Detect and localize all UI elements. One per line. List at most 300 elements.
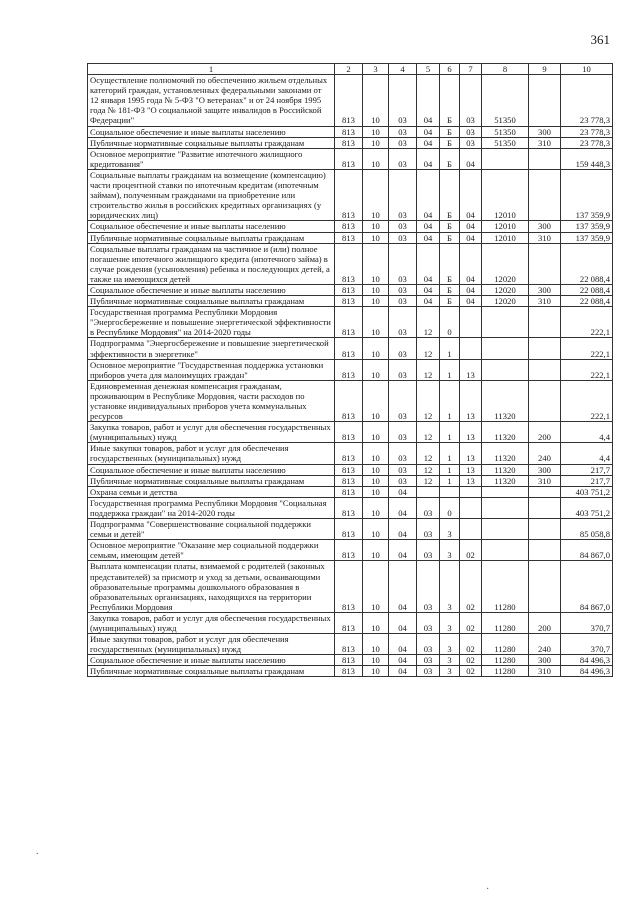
code-expense-type-cell bbox=[529, 540, 561, 561]
code-section-cell: 10 bbox=[363, 126, 389, 137]
code-subprogram-cell: 3 bbox=[440, 540, 460, 561]
code-program-cell: 03 bbox=[417, 666, 440, 677]
item-name-cell: Иные закупки товаров, работ и услуг для обеспечения государственных (муниципальных) нужд bbox=[88, 634, 335, 655]
table-row bbox=[88, 307, 613, 338]
amount-cell: 23 778,3 bbox=[561, 75, 613, 126]
code-program-cell: 12 bbox=[417, 464, 440, 475]
item-name-cell: Публичные нормативные социальные выплаты гражданам bbox=[88, 232, 335, 243]
code-event-cell bbox=[460, 519, 482, 540]
code-event-cell: 04 bbox=[460, 169, 482, 220]
code-direction-cell: 12020 bbox=[482, 296, 529, 307]
item-name-cell: Публичные нормативные социальные выплаты гражданам bbox=[88, 296, 335, 307]
code-direction-cell bbox=[482, 519, 529, 540]
table-row bbox=[88, 443, 613, 464]
code-subprogram-cell bbox=[440, 486, 460, 497]
amount-cell: 22 088,4 bbox=[561, 284, 613, 295]
code-direction-cell: 11320 bbox=[482, 464, 529, 475]
code-subprogram-cell: 0 bbox=[440, 307, 460, 338]
table-row bbox=[88, 519, 613, 540]
code-ministry-cell: 813 bbox=[335, 75, 363, 126]
code-event-cell bbox=[460, 307, 482, 338]
item-name-cell: Основное мероприятие "Оказание мер социальной поддержки семьям, имеющим детей" bbox=[88, 540, 335, 561]
table-row bbox=[88, 464, 613, 475]
code-direction-cell: 11320 bbox=[482, 475, 529, 486]
code-subsection-cell: 04 bbox=[389, 634, 417, 655]
code-subsection-cell: 03 bbox=[389, 443, 417, 464]
code-direction-cell: 11280 bbox=[482, 561, 529, 612]
item-name-cell: Социальные выплаты гражданам на возмещение (компенсацию) части процентной ставки по ипотечным кредитам (ипотечным займам), полученным гражданами на приобретение или строительство жилья в российских кредитных организациях (у юридических лиц) bbox=[88, 169, 335, 220]
item-name-cell: Подпрограмма "Энергосбережение и повышение энергетической эффективности в энергетике" bbox=[88, 338, 335, 359]
code-program-cell: 12 bbox=[417, 443, 440, 464]
code-section-cell: 10 bbox=[363, 75, 389, 126]
code-section-cell: 10 bbox=[363, 497, 389, 518]
code-program-cell: 04 bbox=[417, 169, 440, 220]
code-subprogram-cell: 1 bbox=[440, 338, 460, 359]
scan-dot: · bbox=[486, 884, 490, 895]
code-program-cell: 03 bbox=[417, 655, 440, 666]
amount-cell: 370,7 bbox=[561, 634, 613, 655]
code-event-cell: 02 bbox=[460, 612, 482, 633]
code-event-cell bbox=[460, 338, 482, 359]
code-ministry-cell: 813 bbox=[335, 540, 363, 561]
column-header-7: 7 bbox=[460, 64, 482, 75]
amount-cell: 84 867,0 bbox=[561, 540, 613, 561]
code-expense-type-cell: 300 bbox=[529, 221, 561, 232]
table-row bbox=[88, 666, 613, 677]
code-expense-type-cell: 310 bbox=[529, 232, 561, 243]
amount-cell: 159 448,3 bbox=[561, 148, 613, 169]
code-subsection-cell: 04 bbox=[389, 561, 417, 612]
code-ministry-cell: 813 bbox=[335, 486, 363, 497]
code-subprogram-cell: Б bbox=[440, 296, 460, 307]
table-row bbox=[88, 540, 613, 561]
amount-cell: 23 778,3 bbox=[561, 126, 613, 137]
code-subsection-cell: 03 bbox=[389, 148, 417, 169]
code-subsection-cell: 03 bbox=[389, 75, 417, 126]
amount-cell: 4,4 bbox=[561, 422, 613, 443]
code-program-cell: 12 bbox=[417, 380, 440, 421]
code-subprogram-cell: 3 bbox=[440, 612, 460, 633]
code-expense-type-cell: 240 bbox=[529, 634, 561, 655]
code-direction-cell bbox=[482, 338, 529, 359]
code-ministry-cell: 813 bbox=[335, 284, 363, 295]
code-program-cell: 04 bbox=[417, 137, 440, 148]
code-direction-cell bbox=[482, 540, 529, 561]
code-subprogram-cell: 1 bbox=[440, 475, 460, 486]
code-event-cell: 03 bbox=[460, 137, 482, 148]
code-subprogram-cell: Б bbox=[440, 169, 460, 220]
code-subsection-cell: 03 bbox=[389, 464, 417, 475]
code-section-cell: 10 bbox=[363, 634, 389, 655]
amount-cell: 22 088,4 bbox=[561, 296, 613, 307]
code-subprogram-cell: 1 bbox=[440, 464, 460, 475]
item-name-cell: Государственная программа Республики Мордовия "Энергосбережение и повышение энергетической эффективности в Республике Мордовия" на 2014-2020 годы bbox=[88, 307, 335, 338]
code-subprogram-cell: 3 bbox=[440, 519, 460, 540]
code-direction-cell bbox=[482, 148, 529, 169]
code-ministry-cell: 813 bbox=[335, 443, 363, 464]
code-subprogram-cell: 1 bbox=[440, 443, 460, 464]
code-ministry-cell: 813 bbox=[335, 422, 363, 443]
code-direction-cell: 11320 bbox=[482, 380, 529, 421]
amount-cell: 84 496,3 bbox=[561, 655, 613, 666]
code-subprogram-cell: Б bbox=[440, 221, 460, 232]
code-event-cell: 02 bbox=[460, 540, 482, 561]
code-direction-cell: 51350 bbox=[482, 126, 529, 137]
code-ministry-cell: 813 bbox=[335, 359, 363, 380]
code-expense-type-cell: 200 bbox=[529, 612, 561, 633]
code-subsection-cell: 03 bbox=[389, 243, 417, 284]
item-name-cell: Закупка товаров, работ и услуг для обеспечения государственных (муниципальных) нужд bbox=[88, 422, 335, 443]
code-program-cell: 12 bbox=[417, 338, 440, 359]
table-row bbox=[88, 359, 613, 380]
column-header-1: 1 bbox=[88, 64, 335, 75]
code-direction-cell: 12010 bbox=[482, 169, 529, 220]
code-section-cell: 10 bbox=[363, 148, 389, 169]
amount-cell: 222,1 bbox=[561, 307, 613, 338]
code-subprogram-cell: 1 bbox=[440, 422, 460, 443]
code-event-cell: 04 bbox=[460, 221, 482, 232]
table-row bbox=[88, 75, 613, 126]
code-ministry-cell: 813 bbox=[335, 634, 363, 655]
code-direction-cell: 11320 bbox=[482, 422, 529, 443]
item-name-cell: Закупка товаров, работ и услуг для обеспечения государственных (муниципальных) нужд bbox=[88, 612, 335, 633]
code-subsection-cell: 04 bbox=[389, 612, 417, 633]
amount-cell: 22 088,4 bbox=[561, 243, 613, 284]
amount-cell: 217,7 bbox=[561, 475, 613, 486]
code-subprogram-cell: Б bbox=[440, 148, 460, 169]
code-direction-cell: 12010 bbox=[482, 221, 529, 232]
table-row bbox=[88, 232, 613, 243]
item-name-cell: Основное мероприятие "Развитие ипотечного жилищного кредитования" bbox=[88, 148, 335, 169]
code-section-cell: 10 bbox=[363, 284, 389, 295]
code-direction-cell: 12020 bbox=[482, 243, 529, 284]
code-event-cell: 13 bbox=[460, 422, 482, 443]
amount-cell: 403 751,2 bbox=[561, 486, 613, 497]
code-program-cell bbox=[417, 486, 440, 497]
table-row bbox=[88, 243, 613, 284]
code-subsection-cell: 03 bbox=[389, 137, 417, 148]
table-row bbox=[88, 497, 613, 518]
code-event-cell: 13 bbox=[460, 359, 482, 380]
code-event-cell: 03 bbox=[460, 126, 482, 137]
code-ministry-cell: 813 bbox=[335, 338, 363, 359]
code-direction-cell: 11280 bbox=[482, 612, 529, 633]
amount-cell: 217,7 bbox=[561, 464, 613, 475]
item-name-cell: Иные закупки товаров, работ и услуг для обеспечения государственных (муниципальных) нужд bbox=[88, 443, 335, 464]
code-subprogram-cell: Б bbox=[440, 126, 460, 137]
code-direction-cell: 12010 bbox=[482, 232, 529, 243]
code-program-cell: 04 bbox=[417, 148, 440, 169]
code-ministry-cell: 813 bbox=[335, 666, 363, 677]
code-program-cell: 04 bbox=[417, 296, 440, 307]
code-section-cell: 10 bbox=[363, 137, 389, 148]
code-expense-type-cell bbox=[529, 380, 561, 421]
code-ministry-cell: 813 bbox=[335, 475, 363, 486]
code-expense-type-cell bbox=[529, 497, 561, 518]
item-name-cell: Охрана семьи и детства bbox=[88, 486, 335, 497]
code-event-cell: 04 bbox=[460, 243, 482, 284]
code-section-cell: 10 bbox=[363, 519, 389, 540]
table-row bbox=[88, 561, 613, 612]
code-direction-cell bbox=[482, 307, 529, 338]
code-event-cell: 04 bbox=[460, 284, 482, 295]
budget-table bbox=[87, 63, 613, 677]
code-expense-type-cell bbox=[529, 359, 561, 380]
code-subsection-cell: 03 bbox=[389, 380, 417, 421]
table-row bbox=[88, 137, 613, 148]
code-subsection-cell: 03 bbox=[389, 359, 417, 380]
code-program-cell: 03 bbox=[417, 561, 440, 612]
amount-cell: 222,1 bbox=[561, 380, 613, 421]
code-section-cell: 10 bbox=[363, 561, 389, 612]
code-section-cell: 10 bbox=[363, 443, 389, 464]
code-expense-type-cell bbox=[529, 148, 561, 169]
amount-cell: 4,4 bbox=[561, 443, 613, 464]
code-ministry-cell: 813 bbox=[335, 497, 363, 518]
table-row bbox=[88, 284, 613, 295]
amount-cell: 85 058,8 bbox=[561, 519, 613, 540]
code-subsection-cell: 04 bbox=[389, 497, 417, 518]
code-subprogram-cell: Б bbox=[440, 232, 460, 243]
code-ministry-cell: 813 bbox=[335, 464, 363, 475]
item-name-cell: Публичные нормативные социальные выплаты гражданам bbox=[88, 475, 335, 486]
table-row bbox=[88, 634, 613, 655]
item-name-cell: Социальное обеспечение и иные выплаты населению bbox=[88, 126, 335, 137]
code-section-cell: 10 bbox=[363, 359, 389, 380]
item-name-cell: Публичные нормативные социальные выплаты гражданам bbox=[88, 666, 335, 677]
code-direction-cell: 11280 bbox=[482, 655, 529, 666]
code-section-cell: 10 bbox=[363, 486, 389, 497]
code-subprogram-cell: 0 bbox=[440, 497, 460, 518]
amount-cell: 403 751,2 bbox=[561, 497, 613, 518]
code-expense-type-cell bbox=[529, 307, 561, 338]
code-subsection-cell: 03 bbox=[389, 221, 417, 232]
code-program-cell: 04 bbox=[417, 243, 440, 284]
code-ministry-cell: 813 bbox=[335, 296, 363, 307]
code-subsection-cell: 04 bbox=[389, 540, 417, 561]
amount-cell: 370,7 bbox=[561, 612, 613, 633]
code-section-cell: 10 bbox=[363, 540, 389, 561]
code-event-cell: 13 bbox=[460, 443, 482, 464]
code-event-cell: 13 bbox=[460, 464, 482, 475]
code-expense-type-cell: 300 bbox=[529, 284, 561, 295]
code-event-cell: 02 bbox=[460, 666, 482, 677]
code-event-cell bbox=[460, 497, 482, 518]
code-subprogram-cell: Б bbox=[440, 137, 460, 148]
table-row bbox=[88, 169, 613, 220]
column-header-4: 4 bbox=[389, 64, 417, 75]
code-direction-cell: 11280 bbox=[482, 666, 529, 677]
code-ministry-cell: 813 bbox=[335, 655, 363, 666]
code-section-cell: 10 bbox=[363, 666, 389, 677]
code-subsection-cell: 03 bbox=[389, 307, 417, 338]
item-name-cell: Социальное обеспечение и иные выплаты населению bbox=[88, 464, 335, 475]
code-program-cell: 12 bbox=[417, 475, 440, 486]
code-program-cell: 03 bbox=[417, 634, 440, 655]
amount-cell: 137 359,9 bbox=[561, 169, 613, 220]
table-row bbox=[88, 148, 613, 169]
code-expense-type-cell: 300 bbox=[529, 655, 561, 666]
code-expense-type-cell bbox=[529, 519, 561, 540]
code-section-cell: 10 bbox=[363, 221, 389, 232]
code-event-cell: 04 bbox=[460, 296, 482, 307]
code-ministry-cell: 813 bbox=[335, 169, 363, 220]
code-direction-cell: 11320 bbox=[482, 443, 529, 464]
code-direction-cell: 11280 bbox=[482, 634, 529, 655]
code-ministry-cell: 813 bbox=[335, 243, 363, 284]
code-program-cell: 04 bbox=[417, 284, 440, 295]
code-program-cell: 12 bbox=[417, 307, 440, 338]
amount-cell: 137 359,9 bbox=[561, 221, 613, 232]
code-subsection-cell: 04 bbox=[389, 486, 417, 497]
code-direction-cell bbox=[482, 497, 529, 518]
amount-cell: 222,1 bbox=[561, 359, 613, 380]
item-name-cell: Единовременная денежная компенсация гражданам, проживающим в Республике Мордовия, части расходов по установке индивидуальных приборов учета коммунальных ресурсов bbox=[88, 380, 335, 421]
code-program-cell: 04 bbox=[417, 75, 440, 126]
code-subprogram-cell: 3 bbox=[440, 666, 460, 677]
amount-cell: 23 778,3 bbox=[561, 137, 613, 148]
table-row bbox=[88, 422, 613, 443]
amount-cell: 137 359,9 bbox=[561, 232, 613, 243]
code-subsection-cell: 04 bbox=[389, 519, 417, 540]
code-subsection-cell: 03 bbox=[389, 169, 417, 220]
code-subprogram-cell: 3 bbox=[440, 561, 460, 612]
table-row bbox=[88, 475, 613, 486]
table-row bbox=[88, 338, 613, 359]
code-program-cell: 04 bbox=[417, 126, 440, 137]
table-row bbox=[88, 221, 613, 232]
code-expense-type-cell bbox=[529, 338, 561, 359]
table-row bbox=[88, 486, 613, 497]
code-expense-type-cell: 300 bbox=[529, 126, 561, 137]
code-ministry-cell: 813 bbox=[335, 126, 363, 137]
item-name-cell: Выплата компенсации платы, взимаемой с родителей (законных представителей) за присмотр и уход за детьми, осваивающими образовательные программы дошкольного образования в образовательных организациях, находящихся на территории Республики Мордовия bbox=[88, 561, 335, 612]
column-header-8: 8 bbox=[482, 64, 529, 75]
table-row bbox=[88, 612, 613, 633]
amount-cell: 84 867,0 bbox=[561, 561, 613, 612]
column-header-3: 3 bbox=[363, 64, 389, 75]
code-section-cell: 10 bbox=[363, 464, 389, 475]
code-program-cell: 03 bbox=[417, 497, 440, 518]
code-expense-type-cell: 310 bbox=[529, 137, 561, 148]
code-subsection-cell: 03 bbox=[389, 422, 417, 443]
code-event-cell: 04 bbox=[460, 148, 482, 169]
code-event-cell: 13 bbox=[460, 380, 482, 421]
code-subsection-cell: 03 bbox=[389, 338, 417, 359]
code-section-cell: 10 bbox=[363, 655, 389, 666]
code-event-cell: 02 bbox=[460, 655, 482, 666]
column-header-2: 2 bbox=[335, 64, 363, 75]
code-section-cell: 10 bbox=[363, 243, 389, 284]
code-section-cell: 10 bbox=[363, 307, 389, 338]
code-ministry-cell: 813 bbox=[335, 519, 363, 540]
code-ministry-cell: 813 bbox=[335, 561, 363, 612]
code-direction-cell bbox=[482, 359, 529, 380]
code-event-cell: 02 bbox=[460, 634, 482, 655]
code-event-cell: 04 bbox=[460, 232, 482, 243]
table-row bbox=[88, 655, 613, 666]
code-section-cell: 10 bbox=[363, 169, 389, 220]
code-expense-type-cell bbox=[529, 169, 561, 220]
item-name-cell: Государственная программа Республики Мордовия "Социальная поддержка граждан" на 2014-2020 годы bbox=[88, 497, 335, 518]
code-event-cell: 03 bbox=[460, 75, 482, 126]
code-ministry-cell: 813 bbox=[335, 307, 363, 338]
code-event-cell: 13 bbox=[460, 475, 482, 486]
code-section-cell: 10 bbox=[363, 422, 389, 443]
code-subsection-cell: 04 bbox=[389, 655, 417, 666]
code-ministry-cell: 813 bbox=[335, 221, 363, 232]
table-row bbox=[88, 296, 613, 307]
code-program-cell: 12 bbox=[417, 359, 440, 380]
code-section-cell: 10 bbox=[363, 380, 389, 421]
code-expense-type-cell bbox=[529, 243, 561, 284]
code-subsection-cell: 03 bbox=[389, 475, 417, 486]
code-program-cell: 04 bbox=[417, 232, 440, 243]
scan-dot: . bbox=[36, 846, 39, 857]
code-section-cell: 10 bbox=[363, 475, 389, 486]
code-ministry-cell: 813 bbox=[335, 148, 363, 169]
code-ministry-cell: 813 bbox=[335, 380, 363, 421]
item-name-cell: Социальное обеспечение и иные выплаты населению bbox=[88, 221, 335, 232]
code-program-cell: 04 bbox=[417, 221, 440, 232]
code-subprogram-cell: 1 bbox=[440, 380, 460, 421]
code-subsection-cell: 03 bbox=[389, 126, 417, 137]
amount-cell: 222,1 bbox=[561, 338, 613, 359]
code-expense-type-cell bbox=[529, 75, 561, 126]
code-ministry-cell: 813 bbox=[335, 612, 363, 633]
table-row bbox=[88, 126, 613, 137]
code-subsection-cell: 03 bbox=[389, 232, 417, 243]
code-section-cell: 10 bbox=[363, 612, 389, 633]
code-ministry-cell: 813 bbox=[335, 137, 363, 148]
code-expense-type-cell: 200 bbox=[529, 422, 561, 443]
column-header-10: 10 bbox=[561, 64, 613, 75]
item-name-cell: Подпрограмма "Совершенствование социальной поддержки семьи и детей" bbox=[88, 519, 335, 540]
code-expense-type-cell: 310 bbox=[529, 475, 561, 486]
code-expense-type-cell: 310 bbox=[529, 666, 561, 677]
code-expense-type-cell bbox=[529, 486, 561, 497]
code-section-cell: 10 bbox=[363, 296, 389, 307]
item-name-cell: Публичные нормативные социальные выплаты гражданам bbox=[88, 137, 335, 148]
code-program-cell: 03 bbox=[417, 540, 440, 561]
item-name-cell: Социальное обеспечение и иные выплаты населению bbox=[88, 284, 335, 295]
item-name-cell: Осуществление полномочий по обеспечению жильем отдельных категорий граждан, установленных федеральными законами от 12 января 1995 года № 5-ФЗ "О ветеранах" и от 24 ноября 1995 года № 181-ФЗ "О социальной защите инвалидов в Российской Федерации" bbox=[88, 75, 335, 126]
code-expense-type-cell: 300 bbox=[529, 464, 561, 475]
code-subprogram-cell: 3 bbox=[440, 655, 460, 666]
code-event-cell: 02 bbox=[460, 561, 482, 612]
code-expense-type-cell bbox=[529, 561, 561, 612]
code-program-cell: 12 bbox=[417, 422, 440, 443]
item-name-cell: Социальные выплаты гражданам на частичное и (или) полное погашение ипотечного жилищного кредита (ипотечного займа) в случае рождения (усыновления) ребенка и последующих детей, а также на имеющихся детей bbox=[88, 243, 335, 284]
code-expense-type-cell: 240 bbox=[529, 443, 561, 464]
code-direction-cell: 12020 bbox=[482, 284, 529, 295]
code-expense-type-cell: 310 bbox=[529, 296, 561, 307]
item-name-cell: Основное мероприятие "Государственная поддержка установки приборов учета для малоимущих граждан" bbox=[88, 359, 335, 380]
amount-cell: 84 496,3 bbox=[561, 666, 613, 677]
code-section-cell: 10 bbox=[363, 338, 389, 359]
code-subprogram-cell: 1 bbox=[440, 359, 460, 380]
code-program-cell: 03 bbox=[417, 612, 440, 633]
code-subprogram-cell: Б bbox=[440, 243, 460, 284]
code-direction-cell bbox=[482, 486, 529, 497]
code-subprogram-cell: Б bbox=[440, 75, 460, 126]
page-number: 361 bbox=[590, 32, 610, 47]
code-subsection-cell: 03 bbox=[389, 296, 417, 307]
code-subsection-cell: 03 bbox=[389, 284, 417, 295]
item-name-cell: Социальное обеспечение и иные выплаты населению bbox=[88, 655, 335, 666]
code-subprogram-cell: Б bbox=[440, 284, 460, 295]
code-direction-cell: 51350 bbox=[482, 75, 529, 126]
